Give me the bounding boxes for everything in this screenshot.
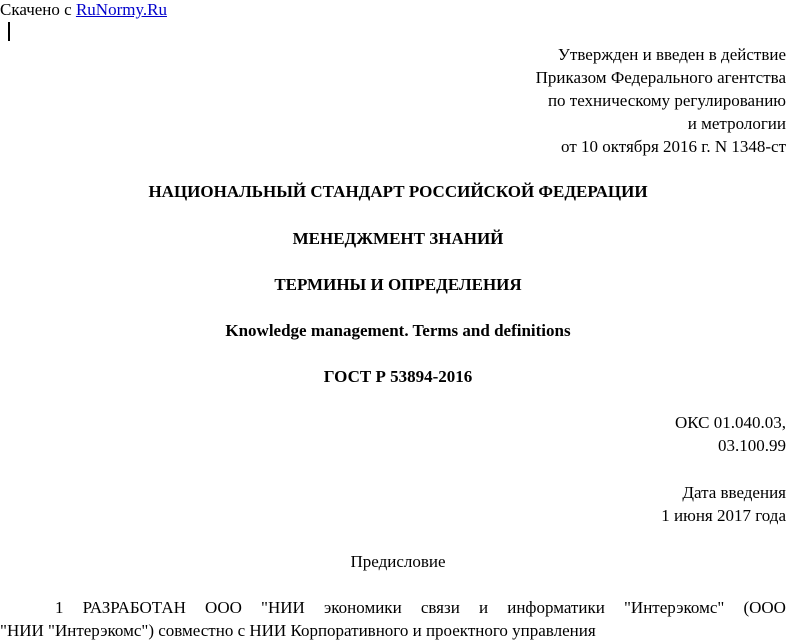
english-title: Knowledge management. Terms and definitions <box>225 321 571 340</box>
foreword-item-1-line-2: "НИИ "Интерэкомс") совместно с НИИ Корпоративного и проектного управления <box>0 621 596 640</box>
standard-type-heading: НАЦИОНАЛЬНЫЙ СТАНДАРТ РОССИЙСКОЙ ФЕДЕРАЦИИ <box>148 182 648 201</box>
approval-line: и метрологии <box>687 114 786 133</box>
runormy-link[interactable]: RuNormy.Ru <box>75 0 167 19</box>
intro-date-block <box>661 481 786 527</box>
word: ООО <box>205 598 242 617</box>
word: "НИИ <box>261 598 305 617</box>
word: "Интерэкомс" <box>623 598 725 617</box>
approval-line: от 10 октября 2016 г. N 1348-ст <box>561 137 786 156</box>
word: экономики <box>323 598 402 617</box>
approval-line: Утвержден и введен в действие <box>557 45 786 64</box>
title-line-1: МЕНЕДЖМЕНТ ЗНАНИЙ <box>292 229 504 248</box>
word: информатики <box>507 598 605 617</box>
intro-date-label: Дата введения <box>682 483 786 502</box>
intro-date-value: 1 июня 2017 года <box>661 506 786 525</box>
text-cursor <box>8 22 10 41</box>
word: связи <box>420 598 460 617</box>
download-notice <box>0 0 167 21</box>
approval-block <box>536 43 786 158</box>
foreword-item-1 <box>0 596 786 640</box>
approval-line: по техническому регулированию <box>547 91 786 110</box>
standard-designation: ГОСТ Р 53894-2016 <box>323 367 473 386</box>
foreword-item-1-line-1 <box>0 596 786 619</box>
word: (ООО <box>743 598 786 617</box>
oks-block <box>675 411 786 457</box>
oks-line-1: ОКС 01.040.03, <box>674 413 786 432</box>
word: РАЗРАБОТАН <box>82 598 186 617</box>
foreword-heading: Предисловие <box>350 552 446 571</box>
download-notice-prefix: Скачено с <box>0 0 76 19</box>
title-line-2: ТЕРМИНЫ И ОПРЕДЕЛЕНИЯ <box>274 275 522 294</box>
approval-line: Приказом Федерального агентства <box>535 68 786 87</box>
word: 1 <box>55 598 64 617</box>
word: и <box>478 598 489 617</box>
oks-line-2: 03.100.99 <box>718 436 786 455</box>
